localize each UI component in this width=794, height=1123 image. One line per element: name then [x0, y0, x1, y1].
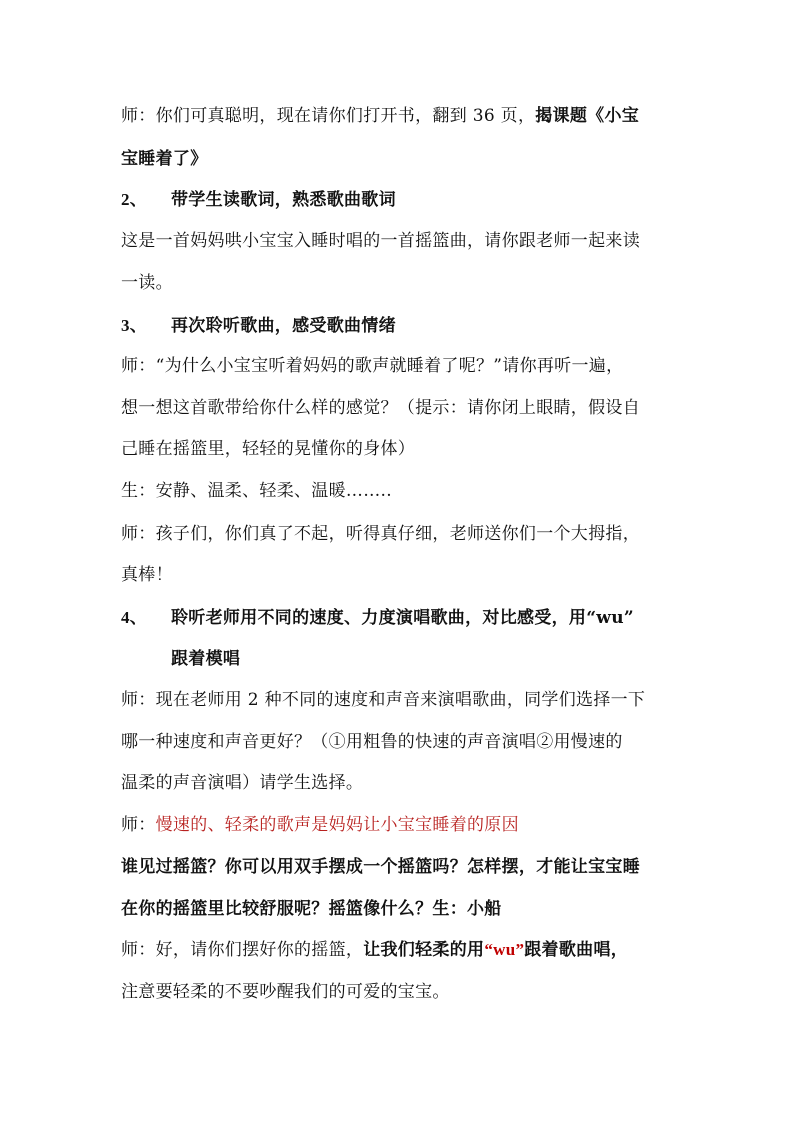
highlighted-text: 慢速的、轻柔的歌声是妈妈让小宝宝睡着的原因	[155, 815, 519, 835]
text-segment: 师：你们可真聪明，现在请你们打开书，翻到 36 页，	[121, 106, 536, 126]
paragraph-line: 己睡在摇篮里，轻轻的晃懂你的身体）	[121, 439, 416, 459]
paragraph-line: 谁见过摇篮？你可以用双手摆成一个摇篮吗？怎样摆，才能让宝宝睡	[121, 857, 640, 877]
lesson-title-reveal: 揭课题《小宝	[535, 106, 640, 126]
section-number: 3、	[121, 316, 148, 335]
paragraph-line: 师：现在老师用 2 种不同的速度和声音来演唱歌曲，同学们选择一下	[121, 690, 646, 710]
text-segment: 跟着歌曲唱，	[524, 940, 629, 960]
text-segment: 让我们轻柔的用	[363, 940, 485, 960]
paragraph-line: 宝睡着了》	[121, 149, 208, 169]
section-number: 4、	[121, 608, 148, 627]
section-title-continued: 跟着模唱	[171, 649, 241, 669]
section-heading-4	[121, 606, 681, 630]
paragraph-line	[121, 938, 681, 962]
paragraph-line: 在你的摇篮里比较舒服呢？摇篮像什么？生：小船	[121, 899, 502, 919]
paragraph-line: 这是一首妈妈哄小宝宝入睡时唱的一首摇篮曲，请你跟老师一起来读	[121, 231, 640, 251]
paragraph-line	[121, 813, 681, 837]
paragraph-line: 注意要轻柔的不要吵醒我们的可爱的宝宝。	[121, 982, 450, 1002]
paragraph-line: 温柔的声音演唱）请学生选择。	[121, 773, 364, 793]
text-segment: 师：好，请你们摆好你的摇篮，	[121, 940, 364, 960]
section-title: 聆听老师用不同的速度、力度演唱歌曲，对比感受，用“wu”	[171, 608, 634, 628]
section-title: 带学生读歌词，熟悉歌曲歌词	[171, 190, 396, 210]
section-title: 再次聆听歌曲，感受歌曲情绪	[171, 316, 396, 336]
paragraph-line: 真棒！	[121, 565, 173, 585]
paragraph-line: 师：孩子们，你们真了不起，听得真仔细，老师送你们一个大拇指，	[121, 524, 640, 544]
paragraph-line: 生：安静、温柔、轻柔、温暖……..	[121, 481, 392, 501]
paragraph-line	[121, 104, 681, 128]
section-number: 2、	[121, 190, 148, 209]
paragraph-line: 师：“为什么小宝宝听着妈妈的歌声就睡着了呢？”请你再听一遍，	[121, 356, 624, 376]
highlighted-wu: “wu”	[484, 940, 525, 959]
speaker-label: 师：	[121, 815, 156, 835]
paragraph-line: 哪一种速度和声音更好？（①用粗鲁的快速的声音演唱②用慢速的	[121, 732, 623, 752]
section-heading-2	[121, 188, 681, 212]
section-heading-3	[121, 314, 681, 338]
paragraph-line: 想一想这首歌带给你什么样的感觉？（提示：请你闭上眼睛，假设自	[121, 398, 640, 418]
paragraph-line: 一读。	[121, 273, 173, 293]
